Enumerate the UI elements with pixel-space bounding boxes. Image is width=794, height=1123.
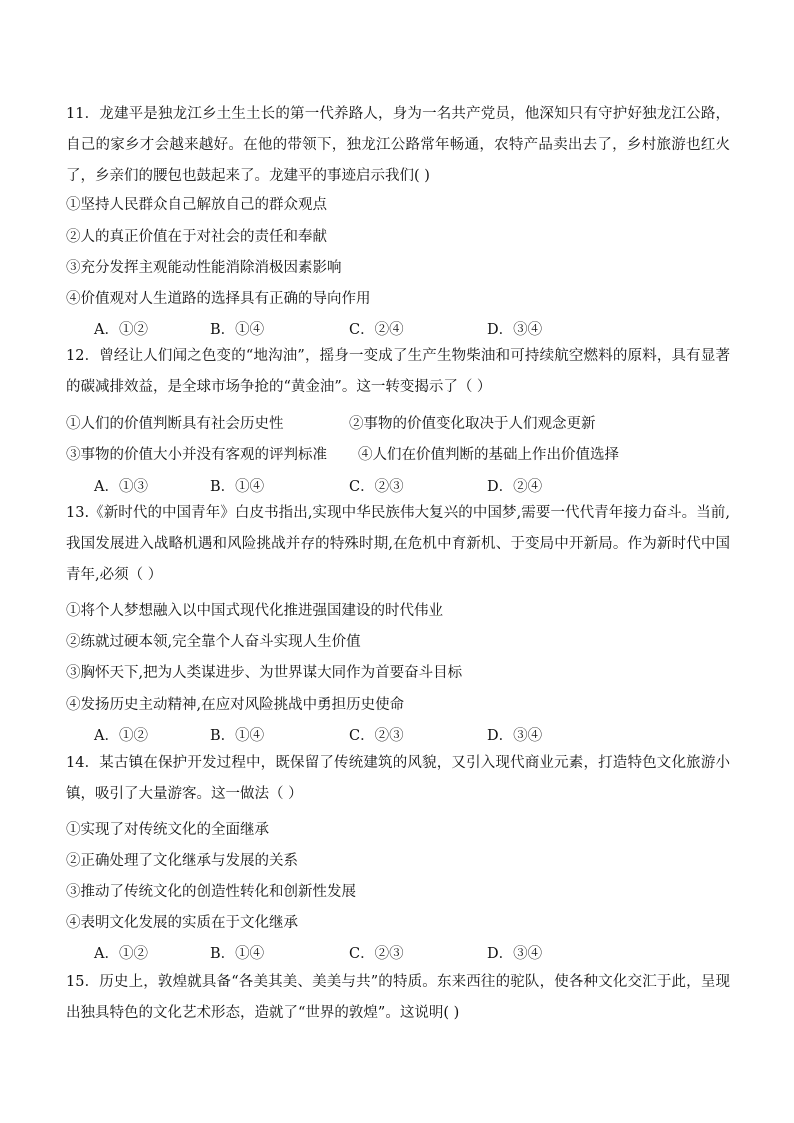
question-11-choice-c: C．②④ [349, 322, 404, 338]
question-14-choice-c: C．②③ [349, 946, 404, 962]
question-13-option-2: ②练就过硬本领,完全靠个人奋斗实现人生价值 [66, 634, 361, 650]
question-13-option-1: ①将个人梦想融入以中国式现代化推进强国建设的时代伟业 [66, 603, 443, 619]
question-13-option-4: ④发扬历史主动精神,在应对风险挑战中勇担历史使命 [66, 697, 405, 713]
question-12-choice-c: C．②③ [349, 479, 404, 495]
question-11-choice-d: D．③④ [487, 322, 543, 338]
question-12-stem: 12．曾经让人们闻之色变的“地沟油”，摇身一变成了生产生物柴油和可持续航空燃料的原料，具有显著的碳减排效益，是全球市场争抢的“黄金油”。这一转变揭示了（ ） [66, 348, 730, 395]
question-11-option-4: ④价值观对人生道路的选择具有正确的导向作用 [66, 291, 371, 307]
question-12-choice-a: A．①③ [94, 479, 148, 495]
question-11-choice-a: A．①② [94, 322, 148, 338]
question-14-option-4: ④表明文化发展的实质在于文化继承 [66, 915, 298, 931]
question-13-choice-d: D．③④ [487, 728, 543, 744]
question-12-choice-b: B．①④ [210, 479, 265, 495]
question-15-stem: 15．历史上，敦煌就具备“各美其美、美美与共”的特质。东来西往的驼队，使各种文化交汇于此，呈现出独具特色的文化艺术形态，造就了“世界的敦煌”。这说明( ) [66, 974, 730, 1021]
question-13-option-3: ③胸怀天下,把为人类谋进步、为世界谋大同作为首要奋斗目标 [66, 665, 463, 681]
question-14-option-3: ③推动了传统文化的创造性转化和创新性发展 [66, 884, 356, 900]
question-13-choice-b: B．①④ [210, 728, 265, 744]
question-11-stem: 11．龙建平是独龙江乡土生土长的第一代养路人，身为一名共产党员，他深知只有守护好独龙江公路，自己的家乡才会越来越好。在他的带领下，独龙江公路常年畅通，农特产品卖出去了，乡村旅游也红火了，乡亲们的腰包也鼓起来了。龙建平的事迹启示我们( ) [66, 106, 730, 184]
question-14-option-1: ①实现了对传统文化的全面继承 [66, 822, 269, 838]
question-11-choice-b: B．①④ [210, 322, 265, 338]
question-12-option-4: ④人们在价值判断的基础上作出价值选择 [358, 447, 619, 463]
question-11-option-3: ③充分发挥主观能动性能消除消极因素影响 [66, 260, 342, 276]
question-12-option-3: ③事物的价值大小并没有客观的评判标准 [66, 447, 327, 463]
question-13-stem: 13.《新时代的中国青年》白皮书指出,实现中华民族伟大复兴的中国梦,需要一代代青年接力奋斗。当前,我国发展进入战略机遇和风险挑战并存的特殊时期,在危机中育新机、于变局中开新局。作为新时代中国青年,必须（ ） [66, 505, 730, 583]
question-13-choice-c: C．②③ [349, 728, 404, 744]
question-14-choice-d: D．③④ [487, 946, 543, 962]
question-12-choice-d: D．②④ [487, 479, 543, 495]
question-11-option-1: ①坚持人民群众自己解放自己的群众观点 [66, 197, 327, 213]
question-14-option-2: ②正确处理了文化继承与发展的关系 [66, 853, 298, 869]
question-14-stem: 14．某古镇在保护开发过程中，既保留了传统建筑的风貌，又引入现代商业元素，打造特色文化旅游小镇，吸引了大量游客。这一做法（ ） [66, 755, 730, 802]
question-12-option-1: ①人们的价值判断具有社会历史性 [66, 416, 284, 432]
question-14-choice-a: A．①② [94, 946, 148, 962]
question-13-choice-a: A．①② [94, 728, 148, 744]
question-12-option-2: ②事物的价值变化取决于人们观念更新 [349, 416, 596, 432]
question-11-option-2: ②人的真正价值在于对社会的责任和奉献 [66, 229, 327, 245]
question-14-choice-b: B．①④ [210, 946, 265, 962]
